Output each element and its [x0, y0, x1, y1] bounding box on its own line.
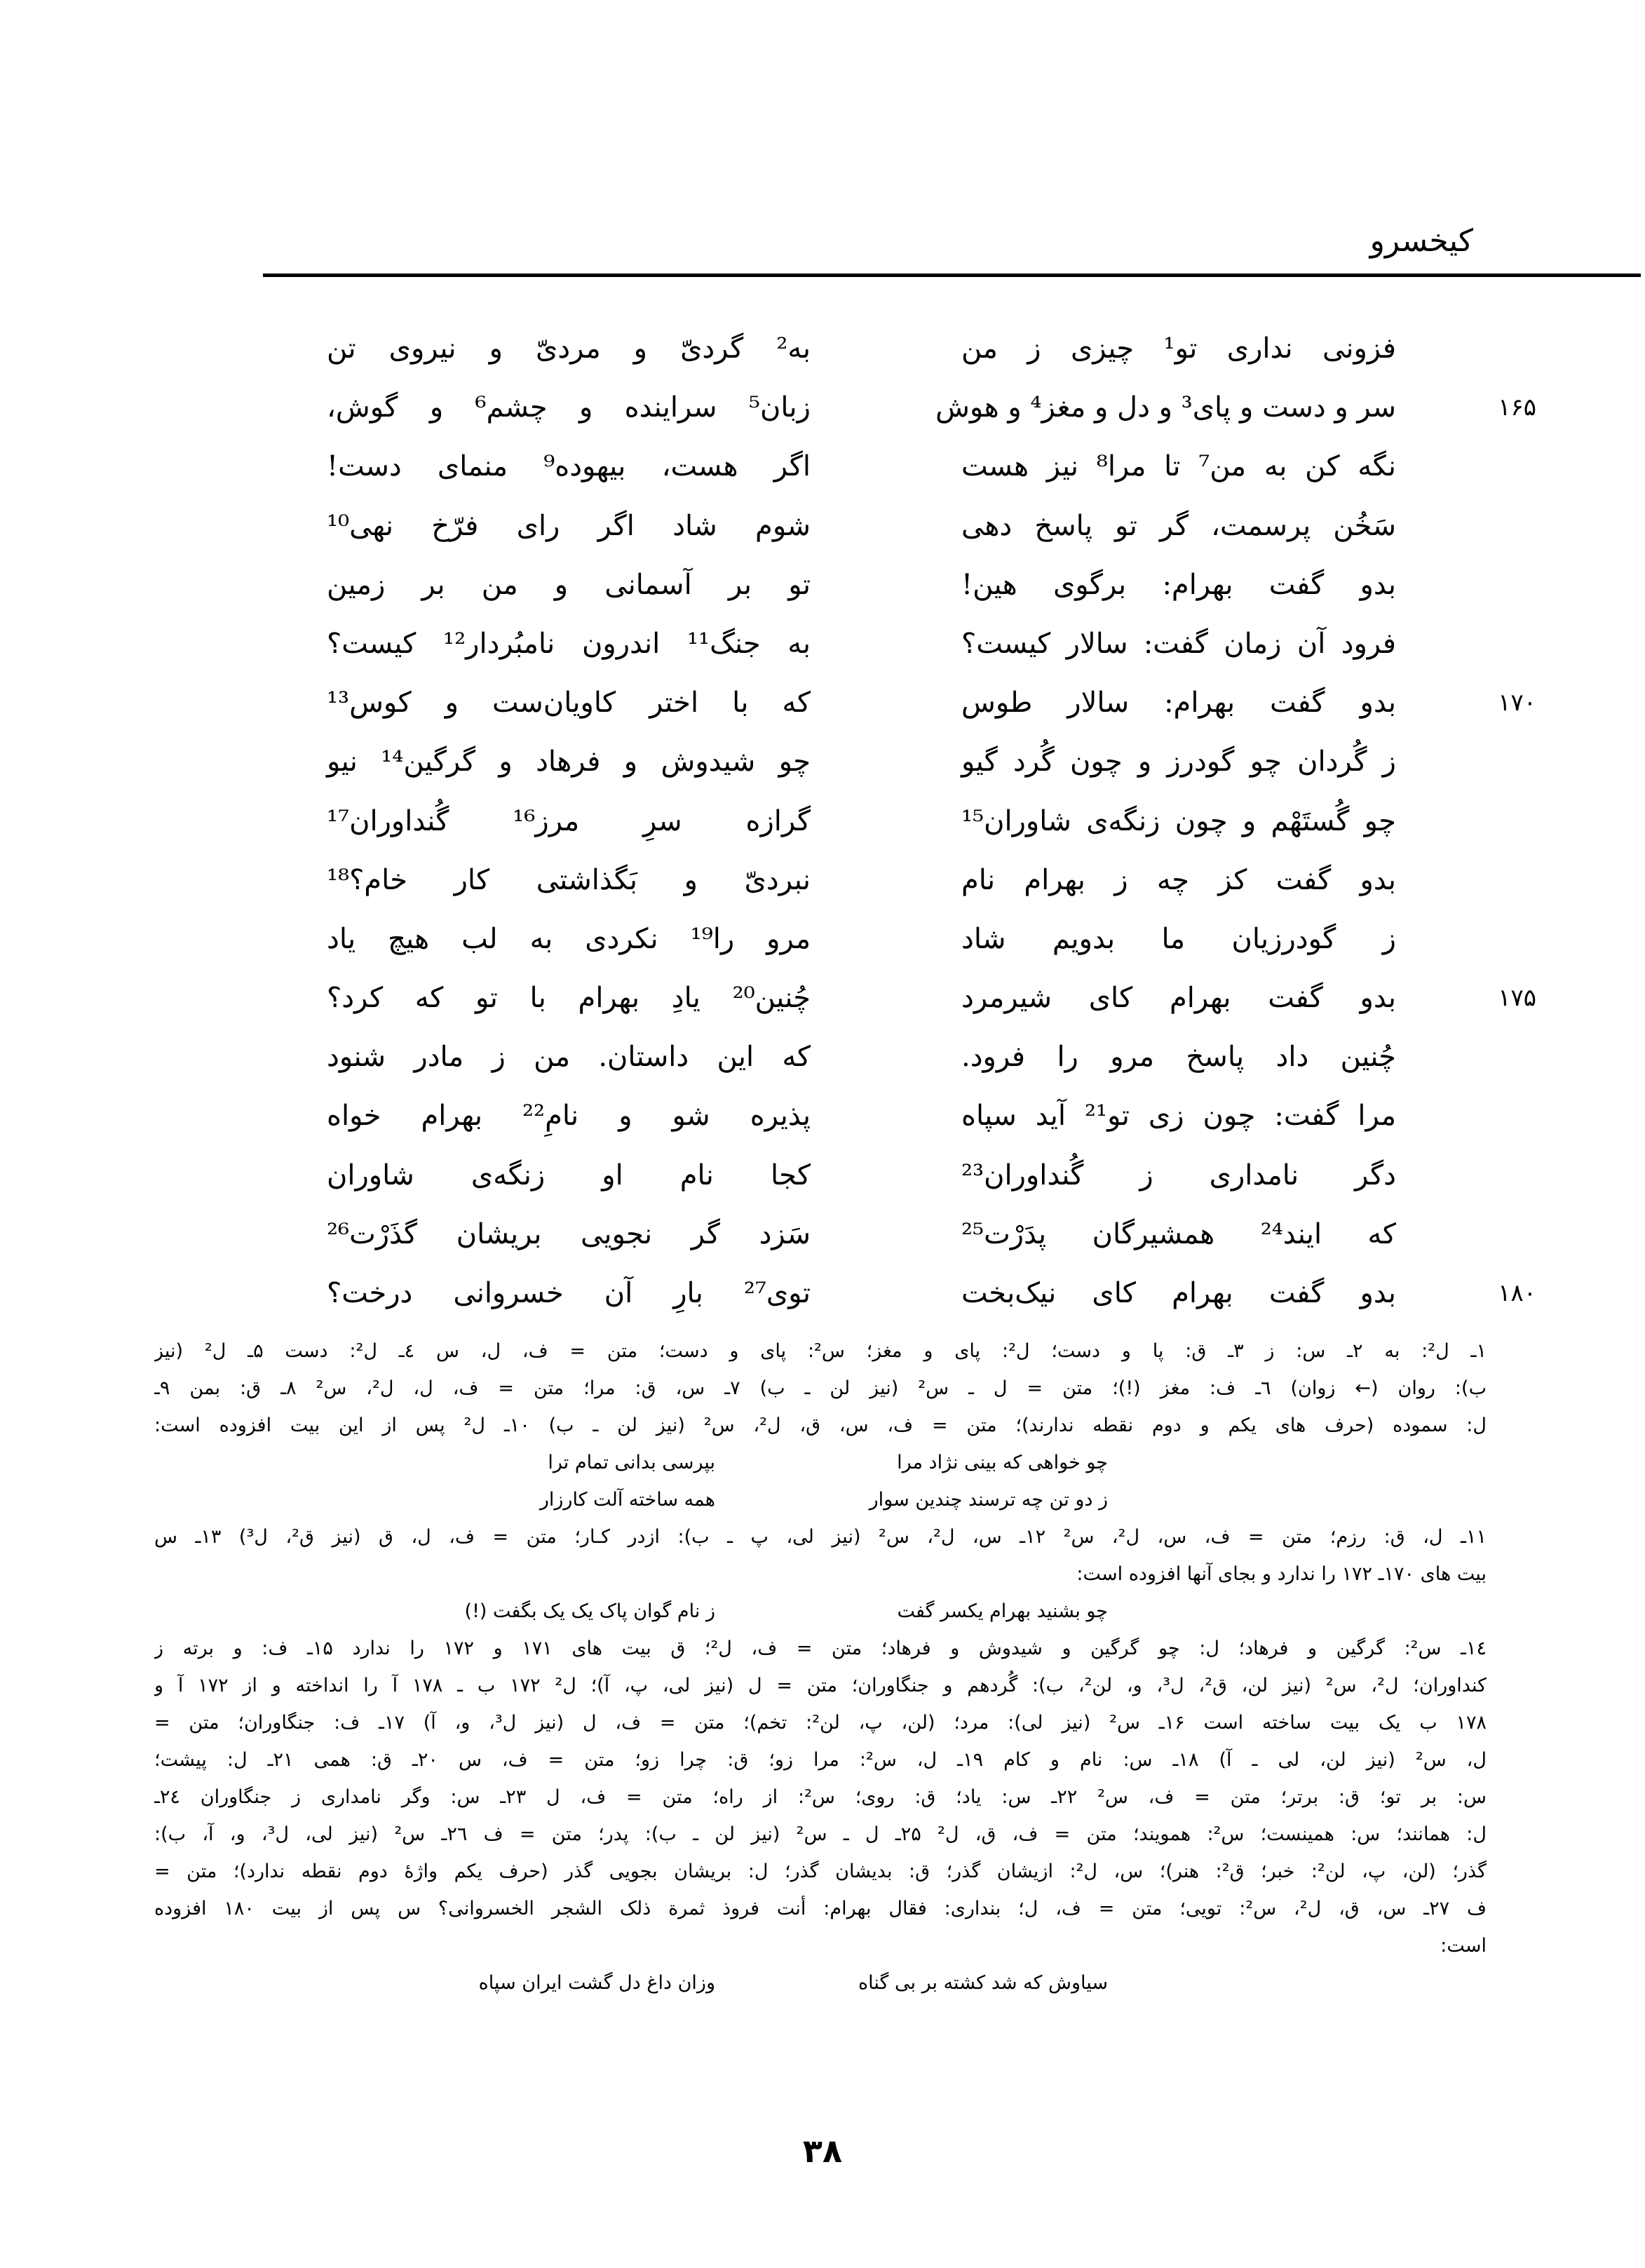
footnotes [154, 1332, 1487, 2002]
hemistich-second: زبان⁵ سراینده و چشم⁶ و گوش، [327, 391, 811, 424]
footnote-line: ۱٤ـ س²: گرگین و فرهاد؛ ل: چو گرگین و شیدوش و فرهاد؛ متن = ف، ل²؛ ق بیت های ۱۷۱ و ۱۷۲ را ندارد ۱۵ـ ف: و برته ز [154, 1638, 1487, 1659]
verse-row [0, 378, 1645, 437]
footnote-couplet [154, 1481, 1487, 1518]
couplet-first: ز دو تن چه ترسند چندین سوار [869, 1489, 1108, 1511]
footnote-line: ل: سموده (حرف های یکم و دوم نقطه ندارند)؛ متن = ف، س، ق، ل²، س² (نیز لن ـ ب) ۱۰ـ ل² پس از این بیت افزوده است: [154, 1415, 1487, 1436]
hemistich-second: چو شیدوش و فرهاد و گرگین¹⁴ نیو [327, 745, 811, 778]
hemistich-first: بدو گفت بهرام: برگوی هین! [961, 568, 1396, 601]
verse-row [0, 1086, 1645, 1145]
verse-row [0, 732, 1645, 791]
couplet-first: چو بشنید بهرام یکسر گفت [897, 1600, 1108, 1622]
footnote-line: ۱۱ـ ل، ق: رزم؛ متن = ف، س، ل²، س² ۱۲ـ س، ل²، س² (نیز لی، پ ـ ب): ازدر کـار؛ متن = ف، ل، ق (نیز ق²، ل³) ۱۳ـ س [154, 1526, 1487, 1548]
hemistich-second: کجا نام او زنگه‌ی شاوران [327, 1159, 811, 1192]
verse-row [0, 1027, 1645, 1086]
footnote-couplet [154, 1964, 1487, 2002]
running-head: کیخسرو [1369, 223, 1473, 259]
verse-row [0, 437, 1645, 496]
verse-row [0, 673, 1645, 732]
hemistich-second: نبردیّ و بَگذاشتی کار خام؟¹⁸ [327, 863, 811, 896]
footnote-line: ف ۲۷ـ س، ق، ل²، س²: تویی؛ متن = ف، ل؛ بنداری: فقال بهرام: أنت فروذ ثمرة ذلک الشجر الخسروانی؟ س پس از بیت ۱۸۰ افزوده [154, 1898, 1487, 1919]
hemistich-second: اگر هست، بیهوده⁹ منمای دست! [327, 450, 811, 483]
hemistich-first: چو گُستَهْم و چون زنگه‌ی شاوران¹⁵ [961, 804, 1396, 837]
hemistich-second: به² گردیّ و مردیّ و نیروی تن [327, 332, 811, 365]
hemistich-first: فزونی نداری تو¹ چیزی ز من [961, 332, 1396, 365]
hemistich-second: که با اختر کاویان‌ست و کوس¹³ [327, 687, 811, 720]
footnote-line: بیت های ۱۷۰ـ ۱۷۲ را ندارد و بجای آنها افزوده است: [1076, 1563, 1487, 1585]
hemistich-first: فرود آن زمان گفت: سالار کیست؟ [961, 627, 1396, 660]
verse-number: ۱۶۵ [1498, 393, 1536, 422]
hemistich-first: بدو گفت بهرام کای شیرمرد [961, 982, 1396, 1015]
verse-row [0, 555, 1645, 614]
verse-row [0, 792, 1645, 851]
hemistich-second: چُنین²⁰ یادِ بهرام با تو که کرد؟ [327, 982, 811, 1015]
couplet-second: بپرسی بدانی تمام ترا [548, 1452, 715, 1473]
hemistich-first: نگه کن به من⁷ تا مرا⁸ نیز هست [961, 450, 1396, 483]
footnote-line: ل، س² (نیز لن، لی ـ آ) ۱۸ـ س: نام و کام ۱۹ـ ل، س²: مرا زو؛ ق: چرا زو؛ متن = ف، س ۲۰ـ ق: همی ۲۱ـ ل: پیشت؛ [154, 1749, 1487, 1771]
footnote-line: ل: همانند؛ س: همینست؛ س²: همویند؛ متن = ف، ق، ل² ۲۵ـ ل ـ س² (نیز لن ـ ب): پدر؛ متن = ف ۲٦ـ س² (نیز لی، ل³، و، آ، ب): [154, 1823, 1487, 1845]
verse-row [0, 319, 1645, 378]
verse-row [0, 1264, 1645, 1323]
hemistich-second: توی²⁷ بارِ آن خسروانی درخت؟ [327, 1277, 811, 1309]
header-rule [263, 274, 1641, 277]
hemistich-second: که این داستان. من ز مادر شنود [327, 1041, 811, 1074]
footnote-line: گذر؛ (لن، پ، لن²: خبر؛ ق²: هنر)؛ س، ل²: ازیشان گذر؛ ق: بدیشان گذر؛ ل: بریشان بجویی گذر (حرف یکم واژهٔ دوم نقطه ندارد)؛ متن = [154, 1861, 1487, 1882]
hemistich-first: سر و دست و پای³ و دل و مغز⁴ و هوش [935, 391, 1396, 424]
hemistich-second: به جنگ¹¹ اندرون نامبُردار¹² کیست؟ [327, 627, 811, 660]
hemistich-second: شوم شاد اگر رای فرّخ نهی¹⁰ [327, 509, 811, 542]
page-number: ۳۸ [802, 2132, 843, 2170]
couplet-first: چو خواهی که بینی نژاد مرا [897, 1452, 1108, 1473]
footnote-line: س: بر تو؛ ق: برتر؛ متن = ف، س² ۲۲ـ س: یاد؛ ق: روی؛ س²: از راه؛ متن = ف، ل ۲۳ـ س: وگر نامداری ز جنگاوران ۲٤ـ [154, 1786, 1487, 1808]
hemistich-first: بدو گفت کز چه ز بهرام نام [961, 863, 1396, 896]
couplet-second: وزان داغ دل گشت ایران سپاه [478, 1972, 715, 1994]
verse-number: ۱۷۰ [1498, 689, 1536, 717]
verse-number: ۱۷۵ [1498, 984, 1536, 1013]
hemistich-second: گرازه سرِ مرز¹⁶ گُنداوران¹⁷ [327, 804, 811, 837]
verse-row [0, 968, 1645, 1027]
verse-row [0, 1205, 1645, 1264]
hemistich-first: دگر نامداری ز گُنداوران²³ [961, 1159, 1396, 1192]
footnote-line: ب): روان (← زوان) ٦ـ ف: مغز (!)؛ متن = ل ـ س² (نیز لن ـ ب) ۷ـ س، ق: مرا؛ متن = ف، ل، ل²، س² ۸ـ ق: بمن ۹ـ [154, 1377, 1487, 1399]
hemistich-first: سَخُن پرسمت، گر تو پاسخ دهی [961, 509, 1396, 542]
hemistich-second: سَزد گر نجویی بریشان گذَرْت²⁶ [327, 1217, 811, 1250]
couplet-second: همه ساخته آلت کارزار [539, 1489, 715, 1511]
hemistich-first: ز گُردان چو گودرز و چون گُرد گیو [961, 745, 1396, 778]
verse-row [0, 614, 1645, 673]
hemistich-first: بدو گفت بهرام: سالار طوس [961, 687, 1396, 720]
verse-block [0, 319, 1645, 1323]
verse-row [0, 497, 1645, 555]
footnote-line: است: [1440, 1935, 1487, 1957]
hemistich-second: تو بر آسمانی و من بر زمین [327, 568, 811, 601]
footnote-couplet [154, 1593, 1487, 1630]
hemistich-first: مرا گفت: چون زی تو²¹ آید سپاه [961, 1100, 1396, 1133]
verse-row [0, 1146, 1645, 1205]
verse-row [0, 910, 1645, 968]
footnote-line: ۱۷۸ ب یک بیت ساخته است ۱۶ـ س² (نیز لی): مرد؛ (لن، پ، لن²: تخم)؛ متن = ف، ل (نیز ل³، و، آ) ۱۷ـ ف: جنگاوران؛ متن = [154, 1712, 1487, 1734]
hemistich-second: مرو را¹⁹ نکردی به لب هیچ یاد [327, 922, 811, 955]
verse-row [0, 851, 1645, 910]
hemistich-second: پذیره شو و نامِ²² بهرام خواه [327, 1100, 811, 1133]
couplet-second: ز نام گوان پاک یک یک بگفت (!) [464, 1600, 715, 1622]
hemistich-first: بدو گفت بهرام کای نیک‌بخت [961, 1277, 1396, 1309]
footnote-couplet [154, 1444, 1487, 1481]
hemistich-first: ز گودرزیان ما بدویم شاد [961, 922, 1396, 955]
verse-number: ۱۸۰ [1498, 1279, 1536, 1307]
hemistich-first: که ایند²⁴ همشیرگان پدَرْت²⁵ [961, 1217, 1396, 1250]
footnote-line: ۱ـ ل²: به ۲ـ س: ز ۳ـ ق: پا و دست؛ ل²: پای و مغز؛ س²: پای و دست؛ متن = ف، ل، س ٤ـ ل²: دست ۵ـ ل² (نیز [154, 1340, 1487, 1362]
hemistich-first: چُنین داد پاسخ مرو را فرود. [961, 1041, 1396, 1074]
footnote-line: کنداوران؛ ل²، س² (نیز لن، ق²، ل³، و، لن²، ب): گُردهم و جنگاوران؛ متن = ل (نیز لی، پ، آ)؛ ل² ۱۷۲ ب ـ ۱۷۸ آ را انداخته و از ۱۷۲ آ و [154, 1675, 1487, 1696]
couplet-first: سیاوش که شد کشته بر بی گناه [858, 1972, 1108, 1994]
